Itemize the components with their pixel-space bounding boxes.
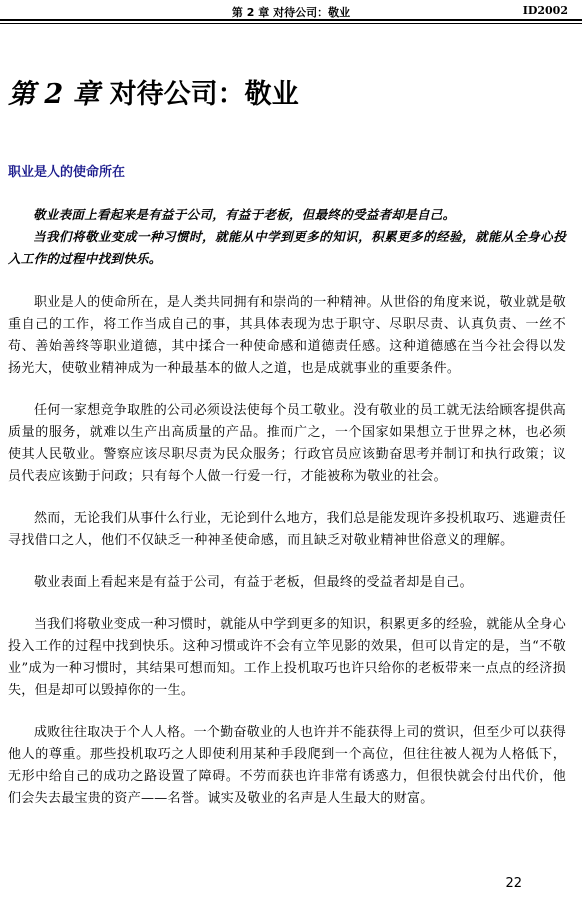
body-content [8, 204, 566, 810]
body-paragraph: 任何一家想竞争取胜的公司必须设法使每个员工敬业。没有敬业的员工就无法给顾客提供高质量的服务，就难以生产出高质量的产品。推而广之，一个国家如果想立于世界之林，也必须使其人民敬业。警察应该尽职尽责为民众服务；行政官员应该勤奋思考并制订和执行政策；议员代表应该勤于问政；只有每个人做一行爱一行，才能被称为敬业的社会。 [8, 403, 567, 484]
header-title: 第 2 章 对待公司：敬业 [231, 6, 351, 19]
intro-block [8, 204, 566, 270]
body-paragraph: 然而，无论我们从事什么行业，无论到什么地方，我们总是能发现许多投机取巧、逃避责任寻找借口之人，他们不仅缺乏一种神圣使命感，而且缺乏对敬业精神世俗意义的理解。 [8, 511, 567, 548]
section-heading: 职业是人的使命所在 [8, 165, 126, 180]
page-header [0, 0, 582, 22]
chapter-title [8, 72, 299, 111]
header-doc-id: ID2002 [522, 4, 568, 17]
body-paragraph: 职业是人的使命所在，是人类共同拥有和崇尚的一种精神。从世俗的角度来说，敬业就是敬重自己的工作，将工作当成自己的事，其具体表现为忠于职守、尽职尽责、认真负责、一丝不苟、善始善终等职业道德，其中揉合一种使命感和道德责任感。这种道德感在当今社会得以发扬光大，使敬业精神成为一种最基本的做人之道，也是成就事业的重要条件。 [8, 295, 567, 376]
chapter-number: 第 2 章 [8, 79, 100, 110]
header-rule [0, 19, 582, 21]
body-paragraph: 敬业表面上看起来是有益于公司，有益于老板，但最终的受益者却是自己。 [34, 575, 473, 590]
page-number: 22 [505, 876, 522, 891]
body-paragraph: 成败往往取决于个人人格。一个勤奋敬业的人也许并不能获得上司的赏识，但至少可以获得他人的尊重。那些投机取巧之人即使利用某种手段爬到一个高位，但往往被人视为人格低下，无形中给自己的成功之路设置了障碍。不劳而获也许非常有诱惑力，但很快就会付出代价，他们会失去最宝贵的资产——名誉。诚实及敬业的名声是人生最大的财富。 [8, 725, 567, 806]
body-paragraph: 当我们将敬业变成一种习惯时，就能从中学到更多的知识，积累更多的经验，就能从全身心投入工作的过程中找到快乐。这种习惯或许不会有立竿见影的效果，但可以肯定的是，当“不敬业”成为一种习惯时，其结果可想而知。工作上投机取巧也许只给你的老板带来一点点的经济损失，但是却可以毁掉你的一生。 [8, 617, 567, 698]
chapter-name: 对待公司：敬业 [109, 79, 299, 110]
intro-paragraph: 当我们将敬业变成一种习惯时，就能从中学到更多的知识，积累更多的经验，就能从全身心投入工作的过程中找到快乐。 [8, 229, 566, 266]
header-rule-thin [0, 23, 582, 24]
intro-paragraph: 敬业表面上看起来是有益于公司，有益于老板，但最终的受益者却是自己。 [33, 207, 456, 222]
